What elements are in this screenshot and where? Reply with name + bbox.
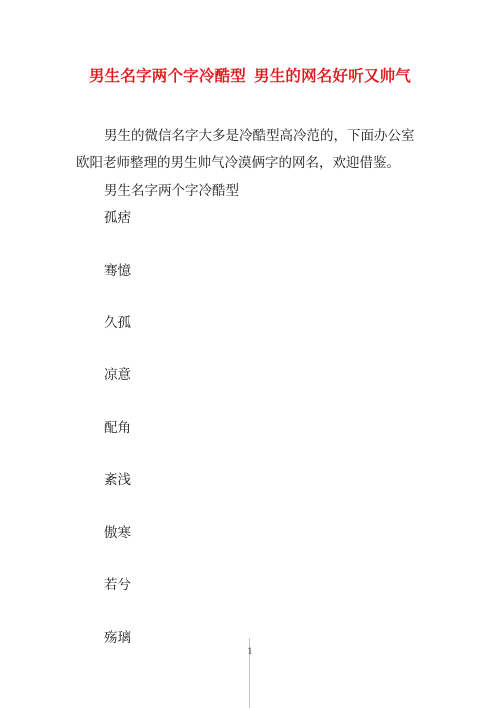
intro-paragraph-line-1: 男生的微信名字大多是冷酷型高冷范的，下面办公室 bbox=[104, 128, 415, 144]
name-list-item: 紊浅 bbox=[104, 472, 131, 488]
intro-paragraph-line-2: 欧阳老师整理的男生帅气冷漠俩字的网名，欢迎借鉴。 bbox=[76, 155, 400, 171]
name-list-item: 配角 bbox=[104, 420, 131, 436]
name-list-item: 傲寒 bbox=[104, 525, 131, 541]
name-list-item: 久孤 bbox=[104, 315, 131, 331]
document-title bbox=[0, 64, 500, 86]
title-part-1: 男生名字两个字冷酷型 bbox=[88, 67, 246, 85]
section-subheading: 男生名字两个字冷酷型 bbox=[104, 183, 239, 199]
name-list-item: 凉意 bbox=[104, 367, 131, 383]
title-part-2: 男生的网名好听又帅气 bbox=[254, 67, 412, 85]
name-list-item: 殇璃 bbox=[104, 630, 131, 646]
name-list-item: 若兮 bbox=[104, 577, 131, 593]
name-list-item: 孤痞 bbox=[104, 210, 131, 226]
name-list-item: 骞憶 bbox=[104, 263, 131, 279]
page-number: 1 bbox=[247, 647, 253, 656]
